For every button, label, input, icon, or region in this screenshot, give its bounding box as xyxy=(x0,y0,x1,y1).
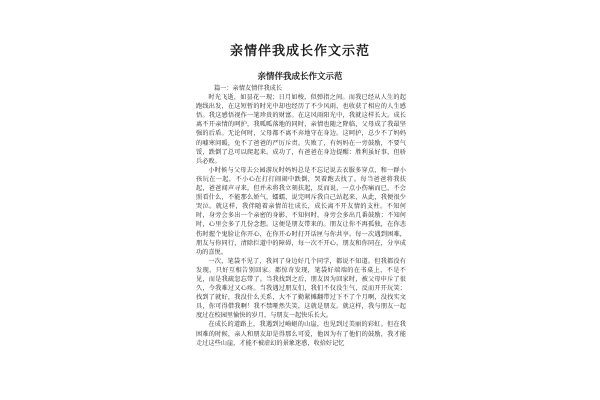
article-body xyxy=(196,84,406,348)
paragraph: 在成长的道路上，我遇到过崎岖的山崖，也见到过美丽的彩虹。但在我困难的时候，亲人和朋友却是得那么可爱，他因为有了他们的鼓励，我才能走过这些山崖，才能不被虚幻的景象迷惑，收拾好记忆 xyxy=(196,321,406,347)
paragraph: 时光飞逝，如昙花一现；日月如梭，似弹指之间。而我已经从人生的起跑线出发，在这短暂的时光中却也经历了不少风雨，也收获了相应的人生感悟。我这感悟视作一笔珍贵的财富。在这风雨阳光中，我就这样长大。成长离不开亲情的呵护，我呱呱落地的同时，亲情也随之降临，父母成了我最坚强的后盾。无论何时，父母都不离不弃地守在身边。这呵护，总少不了妈妈的嘘寒问暖，免不了爸爸的严厉斥责。失败了，有妈妈在一旁鼓励，不要气馁，跌倒了总可以爬起来。成功了，有爸爸在身边提醒：胜利虽好事，但骄兵必败。 xyxy=(196,94,406,165)
paragraph: 小时候与父母去公园游玩时妈妈总是不忘记说去衣服多穿点，和一群小孩玩在一起，不小心在打打闹闹中跌倒，哭着跑去找了。每当爸爸将我扶起，爸爸闻声寻来，但并未将我立刻扶起，反而说，一点小伤痛而已，不会照看什么，不能那么娇气，蠕蠕，说完呵斥我自己站起来，从此，我便很少哭泣。就这样，我伴随着亲情茁壮成长，成长离不开友情的支柱。不知何时，身旁会多出一个亲密的身影，不知何时，身旁会多出几番鼓励；不知何时，心里会多了几份念想。这便是朋友带来的。朋友让你不再孤独，在你悲伤时握个鬼脸让你开心，在你开心时打开话匣与你共享。每一次遇到困难，朋友与你同行，清除拦道中的障碍，每一次不开心，朋友和你同在，分享成功的喜悦。 xyxy=(196,166,406,256)
paragraph: 一次，笔袋不见了，我问了身边好几个同学，都说不知道。但我都没有发现，只好互相告别回家。都惊奇发现，笔袋好端端的在书桌上，不是不见，而是我疏忽忘带了。当我找到之后，朋友因为回家时，被父母申斥了很久，令我难过又心疼。当我遇过朋友们，我们不仅没生气，反而开开玩笑；找到了就好，我没什么关系，大不了勤紧摊翻带过下不了个月啊，没找实文具，你可得借我啊！我不禁哑然失笑，这就是朋友。就这样，我与朋友一起度过在校园里愉快的岁月，与朋友一起快乐长大。 xyxy=(196,257,406,320)
article-title: 亲情伴我成长作文示范 xyxy=(257,72,343,82)
document-title: 亲情伴我成长作文示范 xyxy=(229,44,370,59)
section-heading: 篇一：亲情友情伴我成长 xyxy=(214,85,283,92)
